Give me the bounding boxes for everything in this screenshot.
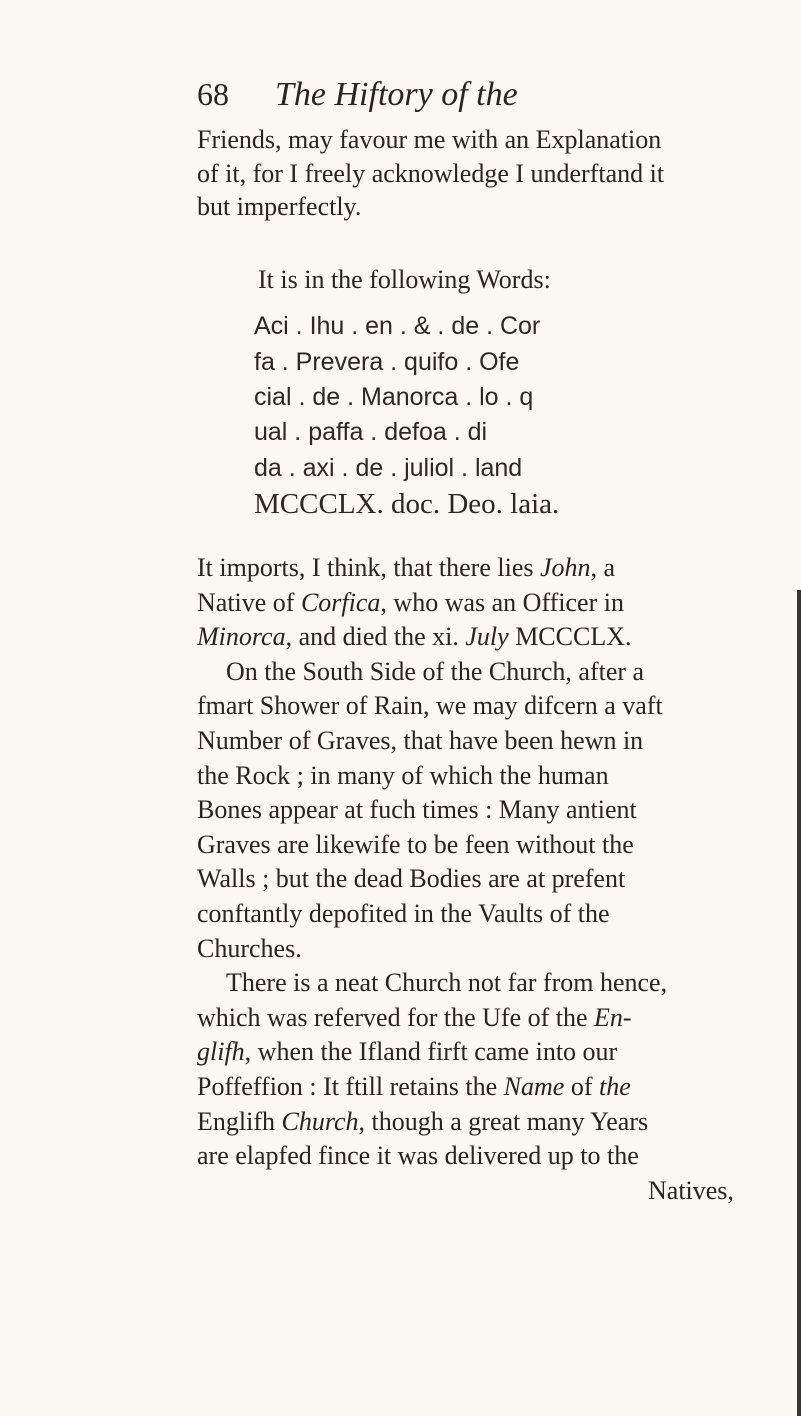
text-line [197, 863, 761, 895]
text-segment: Bones appear at fuch times : Many antient [197, 795, 637, 824]
italic-text: Name [503, 1072, 565, 1101]
text-line [197, 124, 761, 156]
text-segment: Graves are likewife to be feen without the [197, 830, 634, 859]
text-segment: are elapfed fince it was delivered up to the [197, 1141, 639, 1170]
text-segment: of it, for I freely acknowledge I underftand it [197, 159, 665, 188]
page-number: 68 [197, 76, 229, 112]
text-line [197, 898, 761, 930]
text-line [197, 552, 761, 584]
text-line [197, 1106, 761, 1138]
italic-text: glifh [197, 1037, 245, 1066]
text-line [197, 158, 761, 190]
text-segment: conftantly depofited in the Vaults of the [197, 899, 610, 928]
text-segment: Number of Graves, that have been hewn in [197, 726, 644, 755]
text-line [197, 587, 761, 619]
text-line [648, 1175, 801, 1207]
text-segment: On the South Side of the Church, after a [226, 657, 645, 686]
text-segment: the Rock ; in many of which the human [197, 761, 609, 790]
running-title: The Hiftory of the [275, 76, 518, 113]
text-line [197, 191, 761, 223]
inscription-line: Aci . Ihu . en . & . de . Cor [254, 312, 541, 340]
italic-text: En- [594, 1003, 632, 1032]
text-line [226, 967, 790, 999]
text-segment: MCCCLX. [508, 622, 632, 651]
text-line [197, 829, 761, 861]
text-segment: , a [590, 553, 616, 582]
text-segment: Friends, may favour me with an Explanation [197, 125, 662, 154]
text-segment: Churches. [197, 934, 302, 963]
text-line [197, 760, 761, 792]
italic-text: Minorca [197, 622, 286, 651]
text-line [258, 264, 801, 296]
text-line [197, 1036, 761, 1068]
text-segment: but imperfectly. [197, 192, 362, 221]
text-segment: Natives, [648, 1176, 734, 1205]
text-segment: which was referved for the Ufe of the [197, 1003, 595, 1032]
text-segment: There is a neat Church not far from hence, [226, 968, 668, 997]
italic-text: John [540, 553, 591, 582]
text-line [197, 933, 761, 965]
inscription-line: fa . Prevera . quifo . Ofe [254, 348, 520, 376]
text-segment: Englifh [197, 1107, 282, 1136]
italic-text: Church [281, 1107, 359, 1136]
inscription-line: cial . de . Manorca . lo . q [254, 383, 534, 411]
text-line [197, 621, 761, 653]
inscription-line: MCCCLX. doc. Deo. laia. [254, 488, 560, 520]
page-edge-shadow [797, 590, 801, 1416]
inscription-line: da . axi . de . juliol . land [254, 454, 523, 482]
text-line [197, 1071, 761, 1103]
text-segment: fmart Shower of Rain, we may difcern a vaft [197, 691, 663, 720]
inscription-line: ual . paffa . defoa . di [254, 418, 488, 446]
text-segment: Poffeffion : It ftill retains the [197, 1072, 504, 1101]
text-segment: Walls ; but the dead Bodies are at prefent [197, 864, 626, 893]
text-line [197, 794, 761, 826]
text-line [197, 690, 761, 722]
italic-text: the [599, 1072, 631, 1101]
text-segment: It is in the following Words: [258, 265, 551, 294]
text-line [226, 656, 790, 688]
text-segment: , who was an Officer in [380, 588, 624, 617]
text-line [197, 1140, 761, 1172]
text-segment: , though a great many Years [358, 1107, 649, 1136]
text-segment: of [564, 1072, 599, 1101]
italic-text: Corfica [300, 588, 381, 617]
text-line [197, 1002, 761, 1034]
text-segment: It imports, I think, that there lies [197, 553, 540, 582]
text-segment: , and died the xi. [285, 622, 466, 651]
text-segment: , when the Ifland firft came into our [244, 1037, 618, 1066]
text-segment: Native of [197, 588, 301, 617]
text-line [197, 725, 761, 757]
italic-text: July [465, 622, 509, 651]
